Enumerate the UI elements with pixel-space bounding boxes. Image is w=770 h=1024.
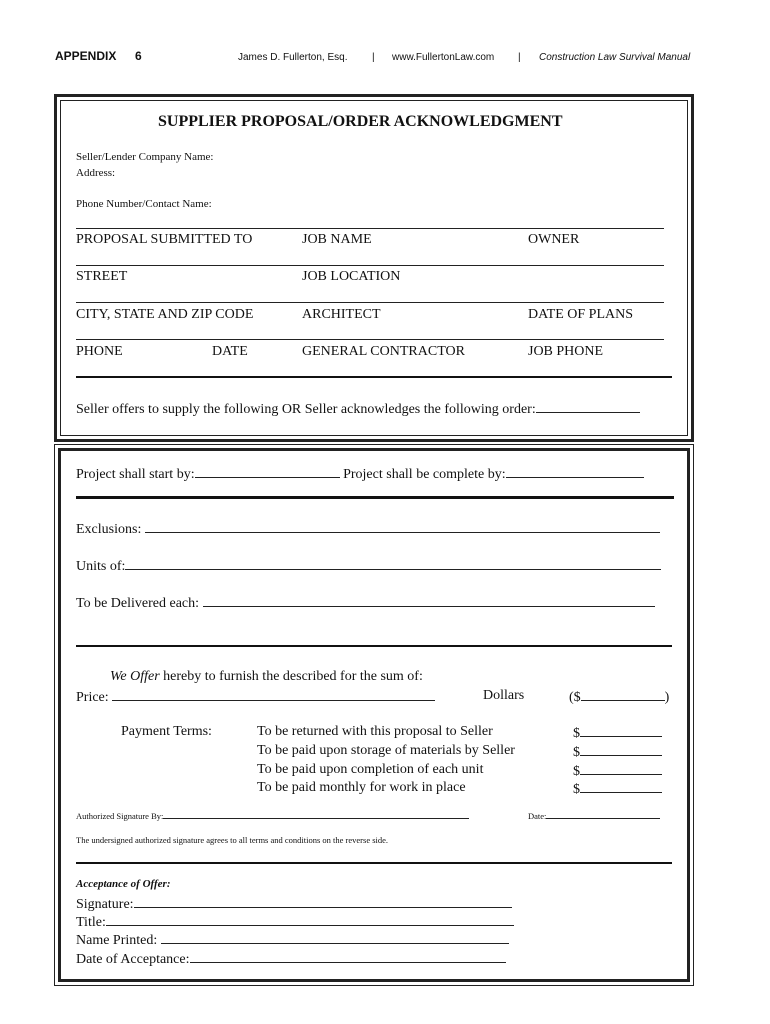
general-contractor-label: GENERAL CONTRACTOR bbox=[302, 344, 465, 359]
dollars-label: Dollars bbox=[483, 688, 525, 703]
website-link[interactable]: www.FullertonLaw.com bbox=[392, 52, 495, 63]
title-row: Title: bbox=[76, 913, 514, 931]
city-state-zip-label: CITY, STATE AND ZIP CODE bbox=[76, 307, 254, 322]
owner-label: OWNER bbox=[528, 232, 580, 247]
term-amount: $ bbox=[573, 762, 662, 780]
job-name-label: JOB NAME bbox=[302, 232, 372, 247]
divider bbox=[76, 376, 672, 378]
authorized-signature-field[interactable] bbox=[163, 810, 469, 819]
payment-terms-label: Payment Terms: bbox=[121, 724, 212, 739]
we-offer-text: We Offer hereby to furnish the described for the sum of: bbox=[110, 669, 423, 684]
term-item: To be paid upon completion of each unit bbox=[257, 762, 484, 777]
field-line[interactable] bbox=[76, 265, 664, 266]
phone-contact-label: Phone Number/Contact Name: bbox=[76, 198, 212, 210]
acceptance-heading: Acceptance of Offer: bbox=[76, 878, 171, 890]
street-label: STREET bbox=[76, 269, 128, 284]
divider bbox=[76, 862, 672, 864]
divider bbox=[76, 496, 674, 499]
field-line[interactable] bbox=[76, 302, 664, 303]
term-amount-field[interactable] bbox=[580, 762, 662, 775]
job-location-label: JOB LOCATION bbox=[302, 269, 401, 284]
date-of-plans-label: DATE OF PLANS bbox=[528, 307, 634, 322]
divider bbox=[76, 645, 672, 647]
date-acceptance-row: Date of Acceptance: bbox=[76, 950, 506, 968]
page-number: 6 bbox=[135, 49, 142, 63]
term-amount: $ bbox=[573, 743, 662, 761]
amount-row: ($ ) bbox=[569, 690, 670, 705]
start-complete-row: Project shall start by: Project shall be complete by: bbox=[76, 465, 644, 483]
exclusions-field[interactable] bbox=[145, 520, 660, 533]
exclusions-row: Exclusions: bbox=[76, 520, 660, 538]
seller-company-label: Seller/Lender Company Name: bbox=[76, 151, 214, 163]
name-printed-field[interactable] bbox=[161, 931, 509, 944]
term-amount-field[interactable] bbox=[580, 724, 662, 737]
authorized-signature-row: Authorized Signature By: bbox=[76, 810, 469, 821]
job-phone-label: JOB PHONE bbox=[528, 344, 604, 359]
delivered-field[interactable] bbox=[203, 594, 655, 607]
offer-text: Seller offers to supply the following OR Seller acknowledges the following order: bbox=[76, 400, 640, 418]
header-separator: | bbox=[518, 52, 521, 63]
name-printed-row: Name Printed: bbox=[76, 931, 509, 949]
term-amount: $ bbox=[573, 780, 662, 798]
date-label: DATE bbox=[212, 344, 248, 359]
proposal-submitted-label: PROPOSAL SUBMITTED TO bbox=[76, 232, 253, 247]
term-item: To be paid monthly for work in place bbox=[257, 780, 466, 795]
amount-field[interactable] bbox=[581, 688, 665, 701]
book-title: Construction Law Survival Manual bbox=[539, 52, 691, 63]
term-amount-field[interactable] bbox=[580, 780, 662, 793]
architect-label: ARCHITECT bbox=[302, 307, 381, 322]
term-amount: $ bbox=[573, 724, 662, 742]
field-line[interactable] bbox=[76, 228, 664, 229]
form-title: SUPPLIER PROPOSAL/ORDER ACKNOWLEDGMENT bbox=[158, 113, 563, 130]
start-date-field[interactable] bbox=[195, 465, 340, 478]
phone-label: PHONE bbox=[76, 344, 123, 359]
address-label: Address: bbox=[76, 167, 116, 179]
field-line[interactable] bbox=[76, 339, 664, 340]
date-acceptance-field[interactable] bbox=[190, 950, 506, 963]
price-field[interactable] bbox=[112, 688, 435, 701]
term-amount-field[interactable] bbox=[580, 743, 662, 756]
title-field[interactable] bbox=[106, 913, 514, 926]
header-separator: | bbox=[372, 52, 375, 63]
price-row: Price: bbox=[76, 688, 435, 706]
signature-field[interactable] bbox=[134, 895, 512, 908]
units-row: Units of: bbox=[76, 557, 661, 575]
offer-field[interactable] bbox=[536, 400, 640, 413]
appendix-label: APPENDIX bbox=[55, 49, 117, 63]
author-name: James D. Fullerton, Esq. bbox=[238, 52, 348, 63]
signature-date-row: Date: bbox=[528, 810, 660, 821]
term-item: To be paid upon storage of materials by Seller bbox=[257, 743, 515, 758]
term-item: To be returned with this proposal to Seller bbox=[257, 724, 493, 739]
undersigned-note: The undersigned authorized signature agrees to all terms and conditions on the reverse side. bbox=[76, 835, 389, 845]
complete-date-field[interactable] bbox=[506, 465, 644, 478]
signature-date-field[interactable] bbox=[546, 810, 660, 819]
delivered-row: To be Delivered each: bbox=[76, 594, 655, 612]
signature-row: Signature: bbox=[76, 895, 512, 913]
units-field[interactable] bbox=[125, 557, 661, 570]
proposal-section bbox=[54, 94, 694, 442]
